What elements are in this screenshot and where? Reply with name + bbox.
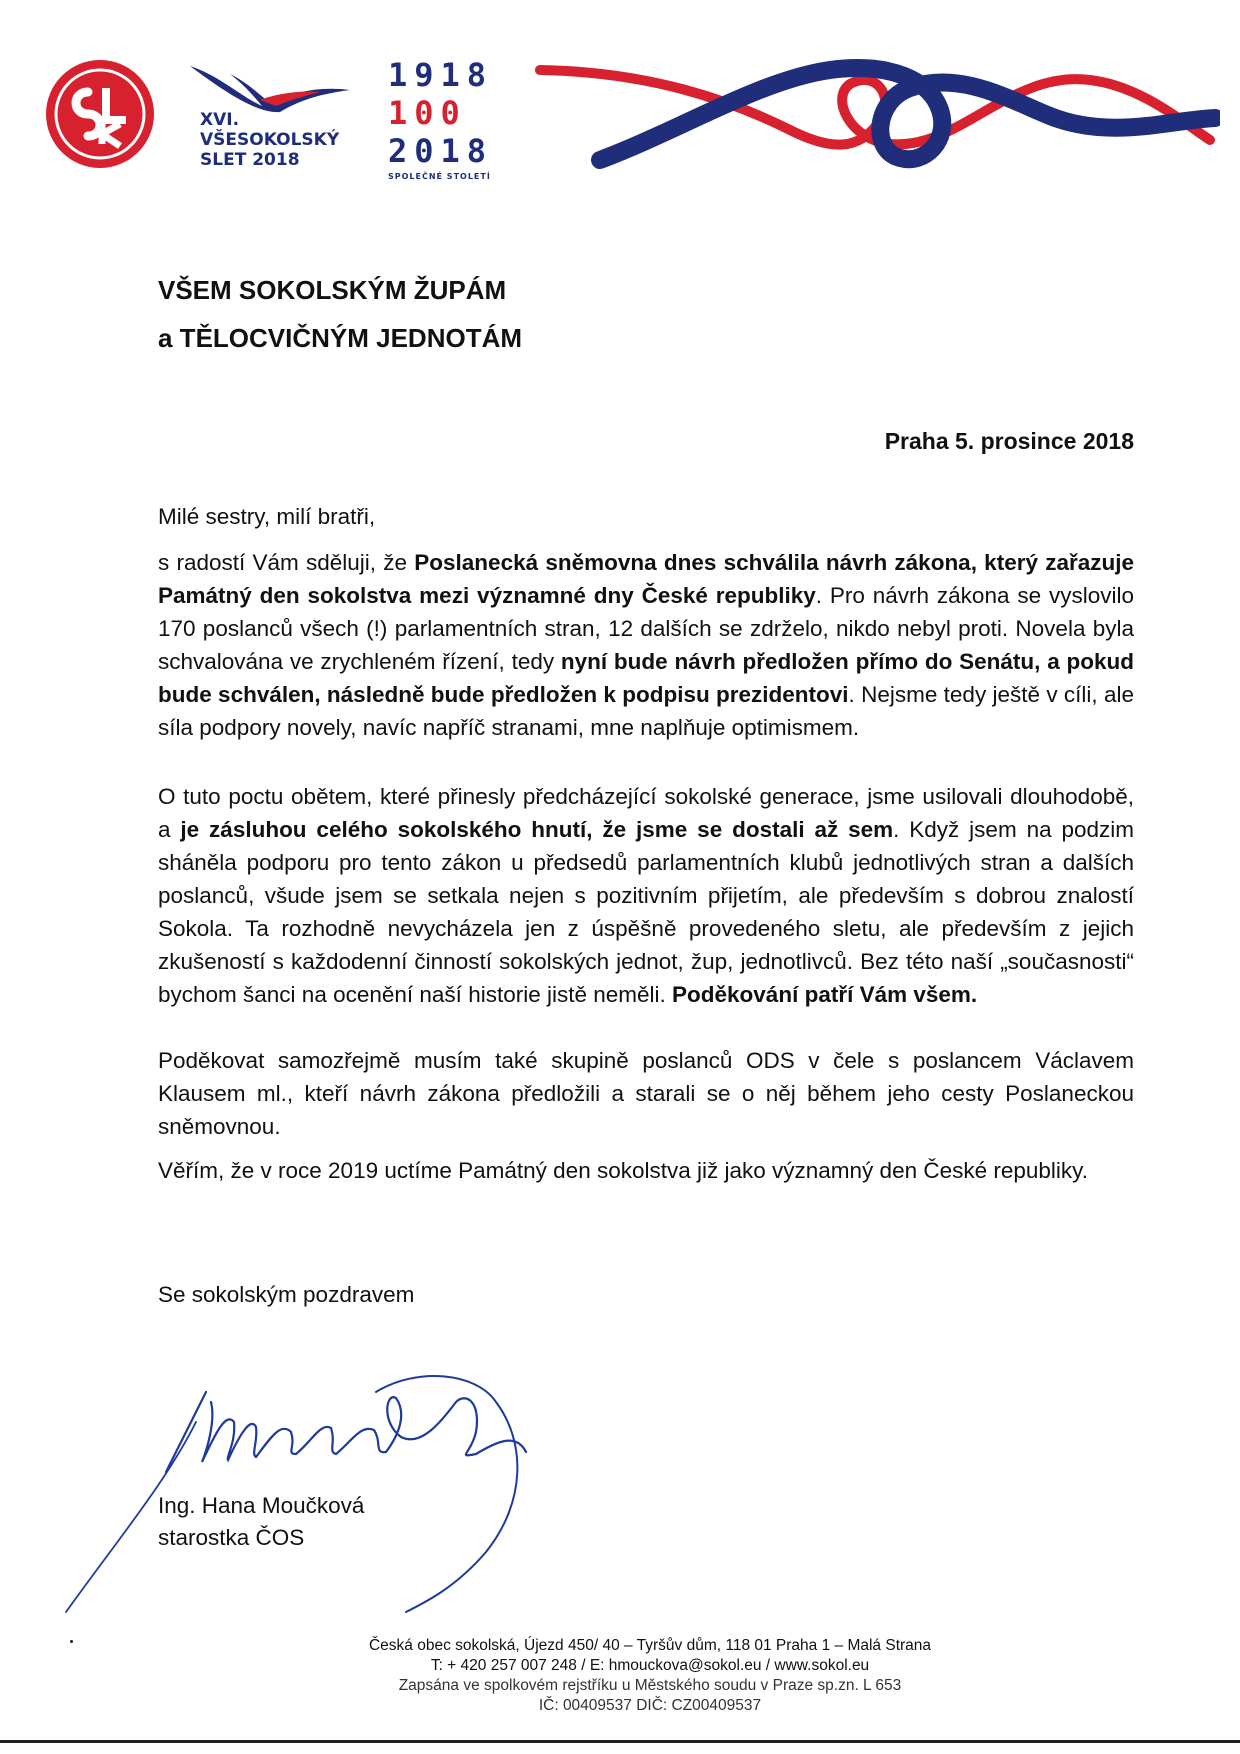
text-segment-bold: Poděkování patří Vám všem. xyxy=(672,982,978,1007)
text-segment: Poděkovat samozřejmě musím také skupině poslanců ODS v čele s poslancem Václavem Klausem ml., kteří návrh zákona předložili a starali se o něj během jeho cesty Poslaneckou sněmovnou. xyxy=(158,1048,1134,1139)
slet-line: VŠESOKOLSKÝ xyxy=(200,130,340,150)
greeting: Milé sestry, milí bratři, xyxy=(158,504,376,529)
text-segment: . Pro návrh zákona se vyslovilo 170 poslanců všech (!) parlamentních stran, 12 dalších se zdrželo, nikdo nebyl proti. Novela byla schvalována ve zrychleném řízení, tedy xyxy=(158,583,1134,674)
footer-address: Česká obec sokolská, Újezd 450/ 40 – Tyršův dům, 118 01 Praha 1 – Malá Strana xyxy=(368,1637,932,1654)
scan-mark xyxy=(70,1640,73,1643)
paragraph xyxy=(158,1044,1134,1143)
text-segment: O tuto poctu obětem, které přinesly předcházející sokolské generace, jsme usilovali dlouhodobě, a xyxy=(158,784,1134,842)
text-segment: . Nejsme tedy ještě v cíli, ale síla podpory novely, navíc napříč stranami, mne naplňuje optimismem. xyxy=(158,682,1134,740)
centenary-subtitle: SPOLEČNÉ STOLETÍ xyxy=(388,172,491,181)
paragraph xyxy=(158,780,1134,1011)
text-segment-bold: Poslanecká sněmovna dnes schválila návrh zákona, který zařazuje Památný den sokolstva mezi významné dny České republiky xyxy=(158,550,1134,608)
year-2018: 2018 xyxy=(388,132,494,170)
signer-block xyxy=(158,1490,364,1554)
addressee xyxy=(158,266,522,362)
slet-line: SLET 2018 xyxy=(200,150,300,170)
addressee-line: VŠEM SOKOLSKÝM ŽUPÁM xyxy=(158,275,507,305)
sokol-logo xyxy=(44,58,156,170)
signer-name: Ing. Hana Moučková xyxy=(158,1493,365,1518)
paragraph xyxy=(158,546,1134,744)
footer-contact: T: + 420 257 007 248 / E: hmouckova@sokol.eu / www.sokol.eu xyxy=(430,1657,870,1674)
bottom-rule xyxy=(0,1740,1240,1743)
closing: Se sokolským pozdravem xyxy=(158,1282,415,1307)
signer-title: starostka ČOS xyxy=(158,1525,305,1550)
footer-ids: IČ: 00409537 DIČ: CZ00409537 xyxy=(538,1697,762,1714)
centenary-logo xyxy=(388,56,498,181)
text-segment: s radostí Vám sděluji, že xyxy=(158,550,415,575)
text-segment: . Když jsem na podzim sháněla podporu pro tento zákon u předsedů parlamentních klubů jednotlivých stran a dalších poslanců, všude jsem se setkala nejen s pozitivním přijetím, ale především s dobrou znalostí Sokola. Ta rozhodně nevycházela jen z úspěšně provedeného sletu, ale především z jejich zkušeností s každodenní činností sokolských jednot, žup, jednotlivců. Bez této naší „současnosti“ bychom šanci na ocenění naší historie jistě neměli. xyxy=(158,817,1135,1007)
footer-registration: Zapsána ve spolkovém rejstříku u Městského soudu v Praze sp.zn. L 653 xyxy=(398,1677,902,1694)
slet-title xyxy=(200,110,339,170)
footer xyxy=(300,1636,1000,1716)
text-segment: Věřím, že v roce 2019 uctíme Památný den sokolstva již jako významný den České republiky. xyxy=(158,1158,1089,1183)
text-segment-bold: je zásluhou celého sokolského hnutí, že jsme se dostali až sem xyxy=(180,817,894,842)
slet-line: XVI. xyxy=(200,110,240,130)
year-1918: 1918 xyxy=(388,56,494,94)
text-segment-bold: nyní bude návrh předložen přímo do Senátu, a pokud bude schválen, následně bude předložen k podpisu prezidentovi xyxy=(158,649,1134,707)
paragraph xyxy=(158,1154,1134,1187)
letter-date: Praha 5. prosince 2018 xyxy=(884,428,1134,454)
year-100: 100 xyxy=(388,94,467,132)
addressee-line: a TĚLOCVIČNÝM JEDNOTÁM xyxy=(158,323,523,353)
ribbon-decoration xyxy=(530,40,1220,190)
